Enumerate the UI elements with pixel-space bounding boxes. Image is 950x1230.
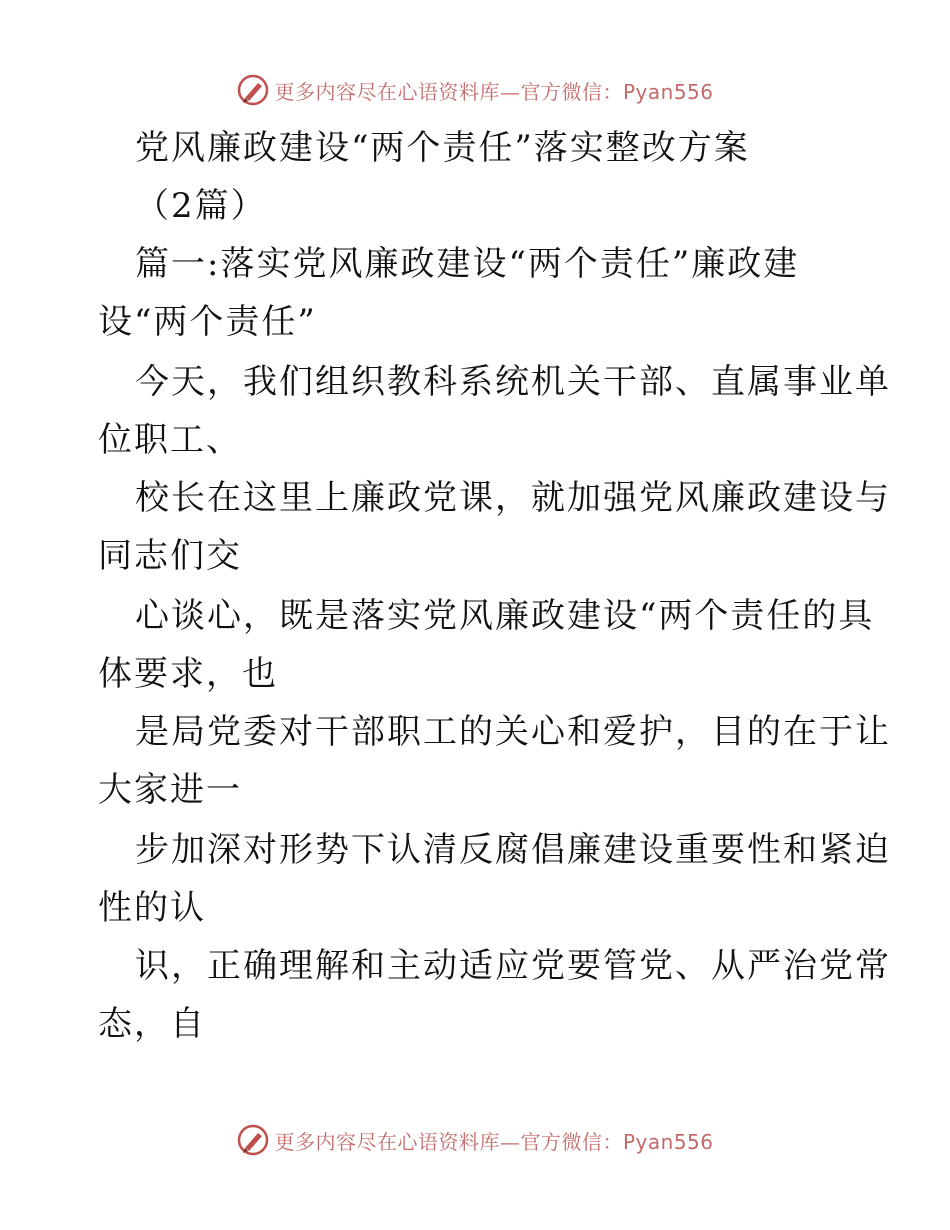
footer-watermark bbox=[0, 1120, 950, 1160]
body-line: 体要求，也 bbox=[98, 654, 278, 694]
body-line: 大家进一 bbox=[98, 770, 242, 810]
section-heading: 篇一:落实党风廉政建设“两个责任”廉政建 bbox=[135, 244, 800, 284]
body-line: 性的认 bbox=[98, 888, 206, 928]
body-line: 识，正确理解和主动适应党要管党、从严治党常 bbox=[135, 946, 891, 986]
body-line: 态，自 bbox=[98, 1004, 206, 1044]
body-line: 位职工、 bbox=[98, 420, 242, 460]
pen-logo-icon bbox=[236, 1123, 270, 1157]
watermark-text: 更多内容尽在心语资料库—官方微信：Pyan556 bbox=[274, 79, 714, 104]
body-line: 心谈心，既是落实党风廉政建设“两个责任的具 bbox=[135, 596, 875, 636]
body-line: 校长在这里上廉政党课，就加强党风廉政建设与 bbox=[135, 478, 891, 518]
pen-logo-icon bbox=[236, 73, 270, 107]
body-line: 今天，我们组织教科系统机关干部、直属事业单 bbox=[135, 362, 891, 402]
body-line: 同志们交 bbox=[98, 536, 242, 576]
body-line: 步加深对形势下认清反腐倡廉建设重要性和紧迫 bbox=[135, 830, 891, 870]
header-watermark bbox=[0, 70, 950, 110]
body-line: 是局党委对干部职工的关心和爱护，目的在于让 bbox=[135, 712, 891, 752]
document-title: 党风廉政建设“两个责任”落实整改方案 bbox=[135, 128, 750, 168]
document-title-count: （2篇） bbox=[135, 186, 267, 226]
watermark-text: 更多内容尽在心语资料库—官方微信：Pyan556 bbox=[274, 1129, 714, 1154]
section-heading-continued: 设“两个责任” bbox=[98, 302, 317, 342]
